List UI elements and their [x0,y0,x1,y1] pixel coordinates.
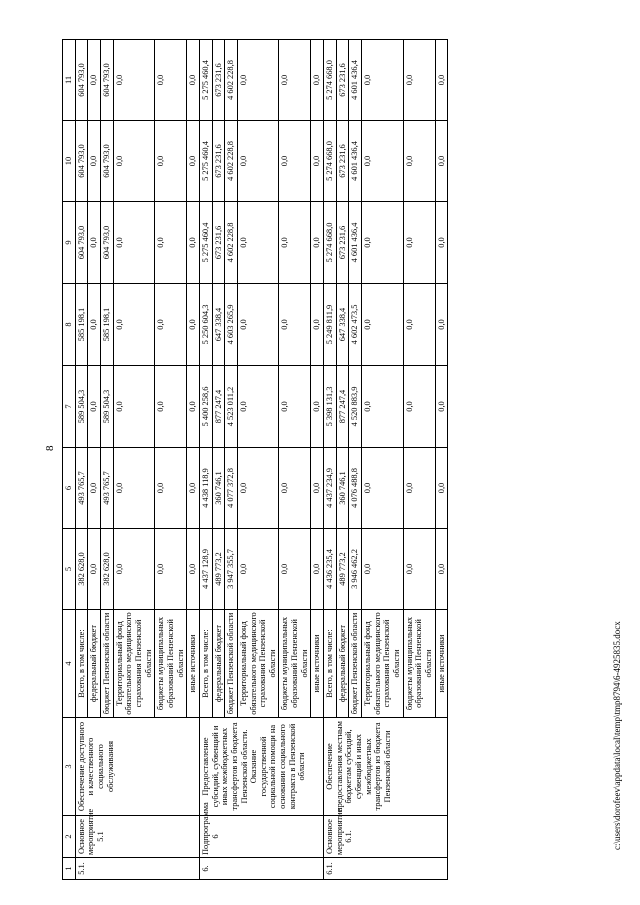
amount-cell: 489 773,2 [212,529,225,610]
amount-cell: 0,0 [435,121,448,202]
funding-source: Территориальный фонд обязательного медицинского страхования Пензенской области [113,610,155,718]
amount-cell: 0,0 [88,202,101,284]
amount-cell: 0,0 [279,121,311,202]
amount-cell: 0,0 [88,40,101,121]
amount-cell: 604 793,0 [100,40,113,121]
amount-cell: 0,0 [311,121,324,202]
amount-cell: 4 077 372,8 [225,448,238,529]
funding-source: бюджет Пензенской области [349,610,362,718]
amount-cell: 4 602 228,8 [225,202,238,284]
amount-cell: 4 603 265,9 [225,284,238,366]
header-cell: 7 [63,366,76,448]
amount-cell: 604 793,0 [75,121,88,202]
amount-cell: 0,0 [237,529,279,610]
amount-cell: 0,0 [113,121,155,202]
amount-cell: 4 601 436,4 [349,40,362,121]
funding-source: Всего, в том числе: [199,610,212,718]
amount-cell: 0,0 [88,448,101,529]
amount-cell: 0,0 [403,202,435,284]
amount-cell: 0,0 [88,121,101,202]
amount-cell: 0,0 [435,448,448,529]
header-cell: 2 [63,816,76,858]
amount-cell: 4 437 234,9 [324,448,337,529]
amount-cell: 0,0 [113,529,155,610]
header-cell: 11 [63,40,76,121]
amount-cell: 0,0 [362,529,404,610]
amount-cell: 4 076 488,8 [349,448,362,529]
amount-cell: 0,0 [88,284,101,366]
amount-cell: 0,0 [155,121,187,202]
header-cell: 8 [63,284,76,366]
amount-cell: 604 793,0 [75,202,88,284]
funding-source: бюджеты муниципальных образований Пензенской области [279,610,311,718]
amount-cell: 4 601 436,4 [349,202,362,284]
header-row [63,40,76,880]
amount-cell: 382 628,0 [100,529,113,610]
amount-cell: 673 231,6 [336,121,349,202]
amount-cell: 589 504,3 [75,366,88,448]
amount-cell: 0,0 [187,448,200,529]
amount-cell: 0,0 [362,121,404,202]
header-cell: 10 [63,121,76,202]
amount-cell: 4 520 883,9 [349,366,362,448]
amount-cell: 5 275 460,4 [199,40,212,121]
row-index: 5.1. [75,858,199,880]
amount-cell: 5 274 668,0 [324,121,337,202]
amount-cell: 0,0 [403,529,435,610]
amount-cell: 382 628,0 [75,529,88,610]
program-description: Обеспечение предоставления местным бюджетам субсидий, субвенций и иных межбюджетных трансфертов из бюджета Пензенской области [324,718,448,816]
amount-cell: 489 773,2 [336,529,349,610]
funding-source: федеральный бюджет [212,610,225,718]
amount-cell: 5 274 668,0 [324,202,337,284]
amount-cell: 4 602 228,8 [225,121,238,202]
amount-cell: 5 250 604,3 [199,284,212,366]
amount-cell: 0,0 [311,448,324,529]
amount-cell: 0,0 [311,284,324,366]
amount-cell: 673 231,6 [212,202,225,284]
funding-source: Территориальный фонд обязательного медицинского страхования Пензенской области [237,610,279,718]
amount-cell: 0,0 [155,40,187,121]
row-index: 6.1. [324,858,448,880]
amount-cell: 0,0 [279,284,311,366]
amount-cell: 0,0 [279,202,311,284]
table-row [75,40,88,880]
amount-cell: 0,0 [237,40,279,121]
amount-cell: 0,0 [113,366,155,448]
program-description: Обеспечение доступного и качественного социального обслуживания [75,718,199,816]
amount-cell: 0,0 [403,40,435,121]
program-name: Подпрограмма 6 [199,816,323,858]
amount-cell: 0,0 [403,121,435,202]
amount-cell: 0,0 [187,40,200,121]
amount-cell: 0,0 [279,529,311,610]
amount-cell: 5 398 131,3 [324,366,337,448]
funding-source: бюджет Пензенской области [225,610,238,718]
amount-cell: 0,0 [113,40,155,121]
row-index: 6. [199,858,323,880]
page-number: 8 [44,445,56,451]
amount-cell: 0,0 [403,448,435,529]
amount-cell: 647 338,4 [212,284,225,366]
amount-cell: 0,0 [311,366,324,448]
amount-cell: 0,0 [113,202,155,284]
funding-source: иные источники [311,610,324,718]
amount-cell: 673 231,6 [336,202,349,284]
amount-cell: 0,0 [311,529,324,610]
footer-path: c:\users\dorofeev\appdata\local\temp\tmp8794\6-4925835.docx [612,621,622,850]
amount-cell: 589 504,3 [100,366,113,448]
amount-cell: 673 231,6 [212,121,225,202]
funding-source: бюджет Пензенской области [100,610,113,718]
amount-cell: 0,0 [362,366,404,448]
table-body [63,40,448,880]
amount-cell: 0,0 [311,202,324,284]
budget-table [62,39,448,880]
program-name: Основное мероприятие 6.1. [324,816,448,858]
amount-cell: 0,0 [403,366,435,448]
amount-cell: 0,0 [187,529,200,610]
amount-cell: 0,0 [362,202,404,284]
amount-cell: 673 231,6 [212,40,225,121]
amount-cell: 0,0 [237,448,279,529]
amount-cell: 4 602 228,8 [225,40,238,121]
amount-cell: 0,0 [237,121,279,202]
amount-cell: 0,0 [155,448,187,529]
amount-cell: 877 247,4 [336,366,349,448]
amount-cell: 0,0 [279,40,311,121]
amount-cell: 604 793,0 [100,202,113,284]
funding-source: федеральный бюджет [336,610,349,718]
amount-cell: 0,0 [279,448,311,529]
amount-cell: 0,0 [88,366,101,448]
header-cell: 6 [63,448,76,529]
table-row [324,40,337,880]
amount-cell: 5 400 258,6 [199,366,212,448]
program-name: Основное мероприятие 5.1 [75,816,199,858]
amount-cell: 0,0 [435,202,448,284]
amount-cell: 673 231,6 [336,40,349,121]
amount-cell: 0,0 [311,40,324,121]
amount-cell: 0,0 [403,284,435,366]
amount-cell: 877 247,4 [212,366,225,448]
funding-source: Всего, в том числе: [324,610,337,718]
amount-cell: 585 198,1 [100,284,113,366]
amount-cell: 4 437 128,9 [199,529,212,610]
amount-cell: 0,0 [435,40,448,121]
program-description: Предоставление субсидий, субвенций и иных межбюджетных трансфертов из бюджета Пензенской области. Оказание государственной социальной помощи на основании социального контракта в Пензенской области [199,718,323,816]
amount-cell: 5 249 811,9 [324,284,337,366]
amount-cell: 493 765,7 [75,448,88,529]
amount-cell: 5 274 668,0 [324,40,337,121]
funding-source: Территориальный фонд обязательного медицинского страхования Пензенской области [362,610,404,718]
header-cell: 1 [63,858,76,880]
table-row [199,40,212,880]
amount-cell: 360 746,1 [212,448,225,529]
rotated-table-container [62,40,632,880]
amount-cell: 360 746,1 [336,448,349,529]
amount-cell: 493 765,7 [100,448,113,529]
funding-source: бюджеты муниципальных образований Пензенской области [155,610,187,718]
amount-cell: 3 946 462,2 [349,529,362,610]
amount-cell: 0,0 [113,448,155,529]
amount-cell: 4 601 436,4 [349,121,362,202]
amount-cell: 0,0 [237,202,279,284]
amount-cell: 0,0 [113,284,155,366]
amount-cell: 0,0 [362,448,404,529]
amount-cell: 647 338,4 [336,284,349,366]
amount-cell: 0,0 [435,529,448,610]
amount-cell: 0,0 [155,202,187,284]
amount-cell: 0,0 [435,366,448,448]
funding-source: иные источники [435,610,448,718]
amount-cell: 0,0 [187,366,200,448]
amount-cell: 0,0 [187,284,200,366]
amount-cell: 585 198,1 [75,284,88,366]
amount-cell: 4 436 235,4 [324,529,337,610]
amount-cell: 5 275 460,4 [199,202,212,284]
header-cell: 4 [63,610,76,718]
amount-cell: 0,0 [362,40,404,121]
funding-source: бюджеты муниципальных образований Пензенской области [403,610,435,718]
header-cell: 9 [63,202,76,284]
amount-cell: 0,0 [155,284,187,366]
amount-cell: 5 275 460,4 [199,121,212,202]
amount-cell: 0,0 [88,529,101,610]
amount-cell: 4 602 473,5 [349,284,362,366]
amount-cell: 0,0 [237,366,279,448]
amount-cell: 604 793,0 [75,40,88,121]
header-cell: 5 [63,529,76,610]
amount-cell: 0,0 [187,121,200,202]
funding-source: Всего, в том числе: [75,610,88,718]
amount-cell: 0,0 [187,202,200,284]
amount-cell: 3 947 355,7 [225,529,238,610]
funding-source: иные источники [187,610,200,718]
amount-cell: 0,0 [279,366,311,448]
amount-cell: 0,0 [155,529,187,610]
amount-cell: 604 793,0 [100,121,113,202]
amount-cell: 0,0 [237,284,279,366]
amount-cell: 4 438 118,9 [199,448,212,529]
amount-cell: 0,0 [155,366,187,448]
amount-cell: 4 523 011,2 [225,366,238,448]
header-cell: 3 [63,718,76,816]
funding-source: федеральный бюджет [88,610,101,718]
amount-cell: 0,0 [435,284,448,366]
amount-cell: 0,0 [362,284,404,366]
